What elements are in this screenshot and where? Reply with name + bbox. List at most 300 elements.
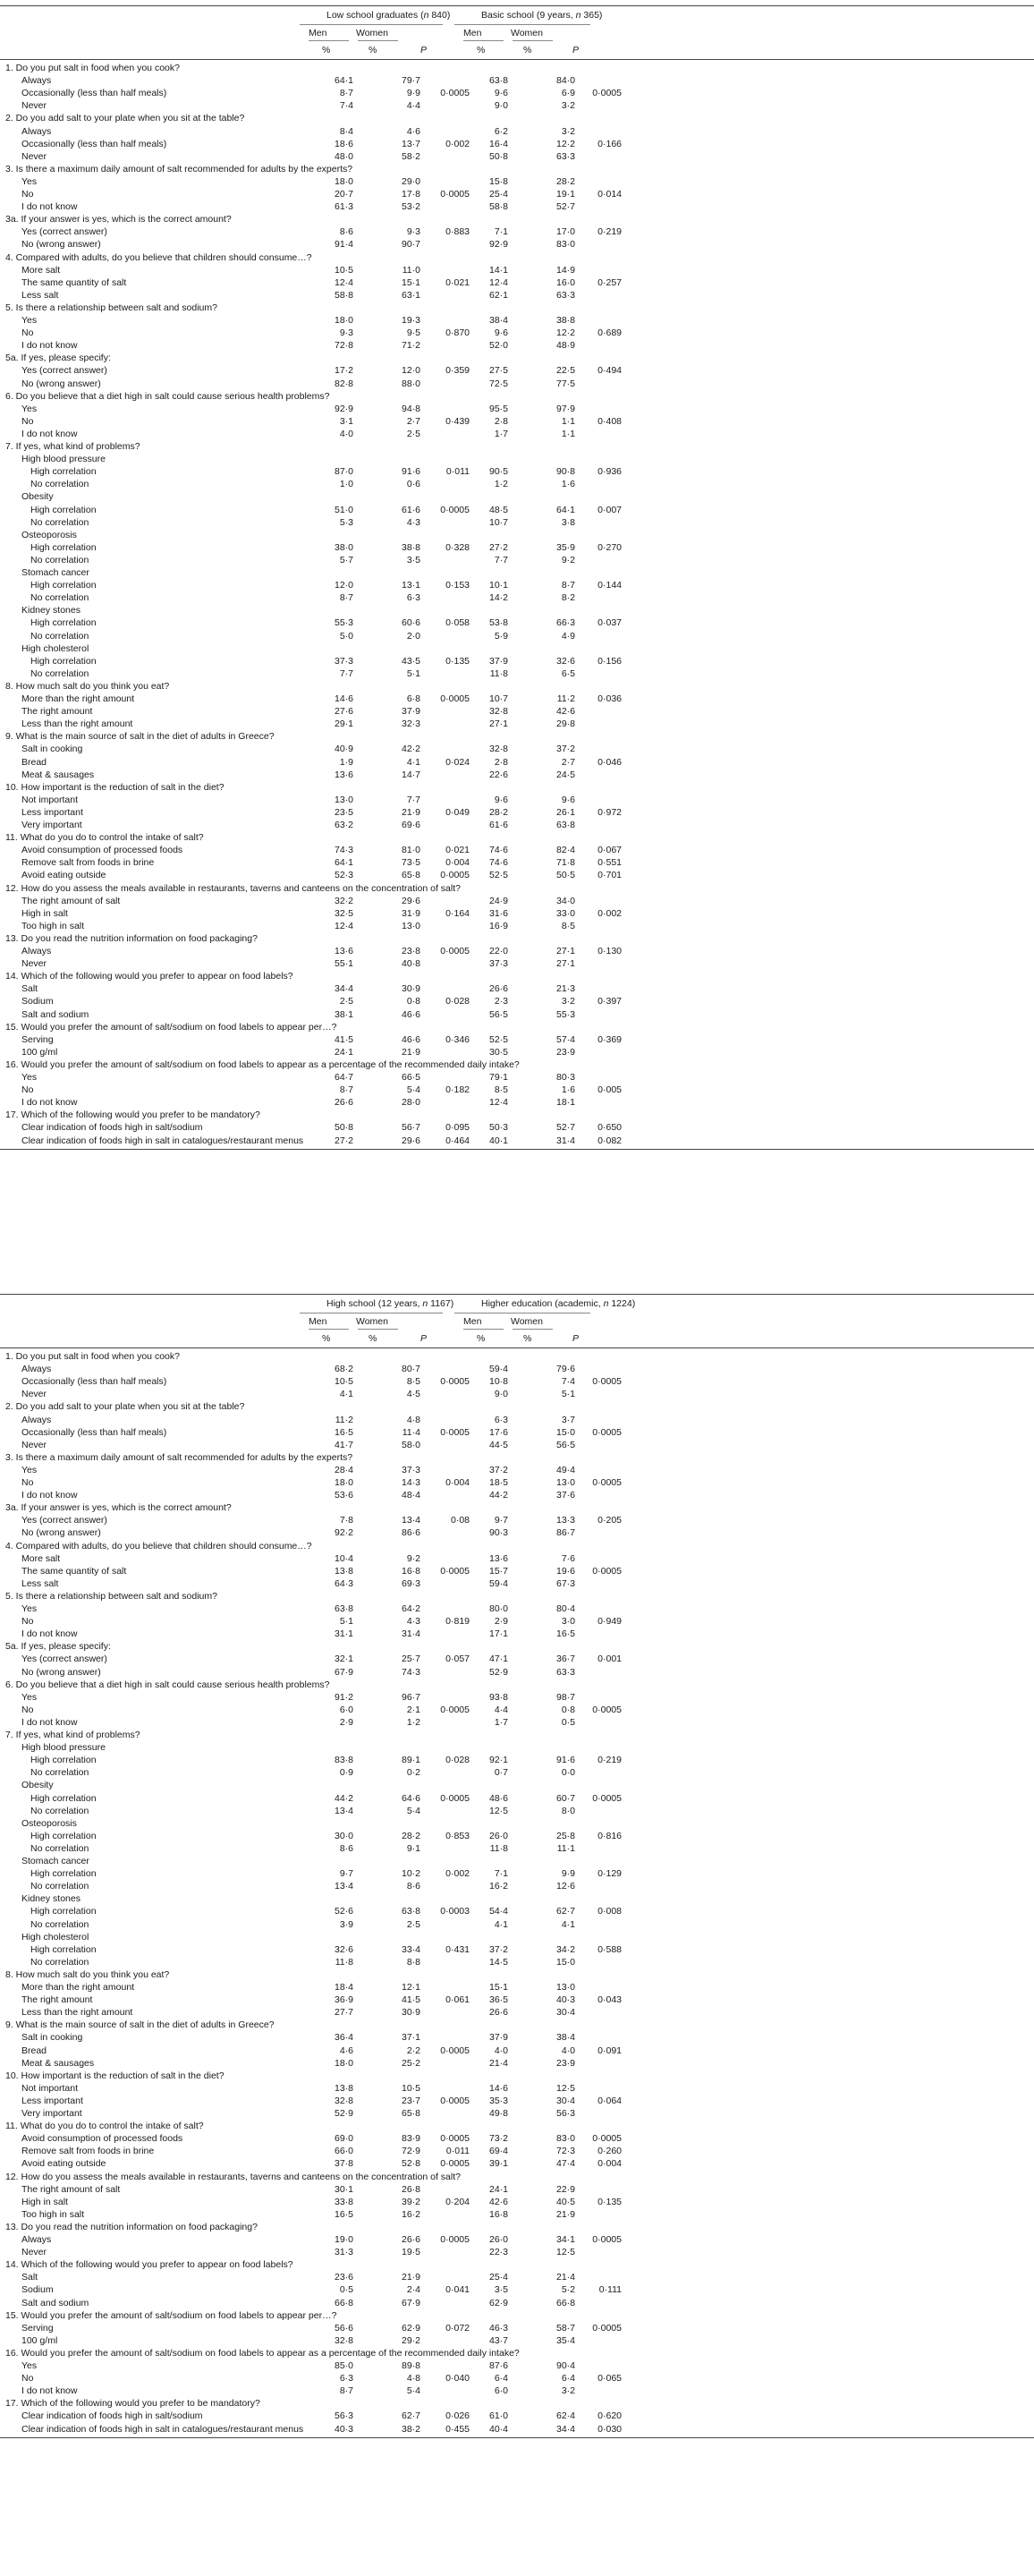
table-row	[0, 352, 1034, 364]
question-label: 7. If yes, what kind of problems?	[5, 1730, 140, 1740]
percent-cell: 6·4	[494, 2373, 508, 2385]
p-value-cell: 0·205	[598, 1515, 622, 1526]
group-n-symbol: n	[423, 10, 429, 21]
percent-cell: 62·9	[401, 2322, 420, 2334]
percent-cell: 10·8	[488, 1376, 508, 1388]
percent-cell: 2·5	[339, 996, 353, 1007]
answer-label: High correlation	[30, 617, 97, 629]
percent-cell: 79·6	[555, 1364, 575, 1375]
answer-label: No correlation	[30, 630, 89, 642]
percent-cell: 3·0	[561, 1616, 575, 1628]
table-row	[0, 2095, 1034, 2107]
percent-cell: 20·7	[334, 189, 353, 200]
percent-cell: 4·3	[406, 1616, 420, 1628]
question-label: 14. Which of the following would you prefer to appear on food labels?	[5, 2259, 293, 2271]
p-value-cell: 0·257	[598, 276, 622, 288]
table-row	[0, 1729, 1034, 1741]
percent-cell: 6·4	[561, 2373, 575, 2385]
percent-cell: 18·0	[334, 175, 353, 187]
percent-cell: 13·0	[555, 1982, 575, 1993]
table-row	[0, 1109, 1034, 1121]
table-row	[0, 1741, 1034, 1754]
answer-label: Obesity	[21, 1780, 54, 1791]
percent-cell: 48·4	[401, 1490, 420, 1501]
percent-cell: 37·9	[488, 2032, 508, 2044]
answer-label: The right amount of salt	[21, 895, 121, 906]
group-n-symbol: n	[603, 1298, 609, 1309]
table-row	[0, 2385, 1034, 2397]
answer-label: No (wrong answer)	[21, 1666, 101, 1678]
percent-cell: 4·4	[406, 100, 420, 112]
table-row	[0, 1691, 1034, 1704]
answer-label: Avoid eating outside	[21, 2158, 106, 2170]
p-value-cell: 0·135	[445, 655, 470, 667]
percent-cell: 80·7	[401, 1364, 420, 1375]
percent-cell: 14·6	[488, 2082, 508, 2094]
question-label: 3. Is there a maximum daily amount of salt recommended for adults by the experts?	[5, 163, 353, 174]
percent-cell: 32·6	[555, 655, 575, 667]
answer-label: Less than the right amount	[21, 2007, 133, 2019]
percent-cell: 7·8	[339, 1515, 353, 1526]
column-underline	[309, 40, 349, 41]
answer-label: Never	[21, 100, 47, 112]
percent-cell: 37·9	[488, 655, 508, 667]
percent-cell: 8·7	[339, 88, 353, 99]
p-value-cell: 0·040	[445, 2373, 470, 2385]
percent-cell: 9·0	[494, 100, 508, 112]
percent-cell: 1·2	[494, 479, 508, 490]
percent-cell: 29·2	[401, 2334, 420, 2346]
percent-cell: 0·5	[561, 1716, 575, 1728]
p-value-cell: 0·129	[598, 1868, 622, 1880]
percent-cell: 66·5	[401, 1072, 420, 1083]
percent-cell: 55·3	[555, 1008, 575, 1020]
percent-cell: 1·7	[494, 428, 508, 439]
table-row	[0, 327, 1034, 339]
answer-label: No (wrong answer)	[21, 378, 101, 389]
answer-label: No correlation	[30, 1918, 89, 1930]
percent-cell: 64·1	[555, 504, 575, 515]
percent-cell: 64·3	[334, 1577, 353, 1589]
percent-cell: 25·4	[488, 2272, 508, 2283]
table-row	[0, 2258, 1034, 2271]
p-value-cell: 0·0005	[440, 1704, 470, 1715]
table-bottom-rule	[0, 2437, 1034, 2438]
answer-label: 100 g/ml	[21, 1046, 58, 1058]
p-value-cell: 0·0003	[440, 1906, 470, 1917]
percent-cell: 65·8	[401, 2108, 420, 2119]
table-row	[0, 1968, 1034, 1981]
table-row	[0, 1363, 1034, 1375]
percent-cell: 5·1	[406, 667, 420, 679]
question-label: 5a. If yes, please specify:	[5, 1641, 111, 1653]
answer-label: Always	[21, 2234, 52, 2245]
percent-cell: 48·9	[555, 340, 575, 352]
percent-cell: 32·8	[488, 744, 508, 755]
percent-cell: 31·4	[401, 1628, 420, 1640]
table-row	[0, 175, 1034, 188]
percent-cell: 41·7	[334, 1439, 353, 1450]
percent-cell: 22·9	[555, 2183, 575, 2195]
p-value-cell: 0·004	[445, 1477, 470, 1488]
unit-header: P	[572, 1333, 580, 1344]
p-value-cell: 0·037	[598, 617, 622, 629]
percent-cell: 6·9	[561, 88, 575, 99]
percent-cell: 42·6	[488, 2196, 508, 2207]
percent-cell: 7·6	[561, 1552, 575, 1564]
percent-cell: 1·6	[561, 479, 575, 490]
percent-cell: 7·1	[494, 226, 508, 238]
p-value-cell: 0·058	[445, 617, 470, 629]
percent-cell: 3·2	[561, 100, 575, 112]
table-row	[0, 2006, 1034, 2019]
table-row	[0, 1476, 1034, 1489]
percent-cell: 52·5	[488, 1033, 508, 1045]
answer-label: I do not know	[21, 1490, 78, 1501]
percent-cell: 86·7	[555, 1527, 575, 1539]
percent-cell: 32·8	[488, 706, 508, 718]
table-row	[0, 730, 1034, 743]
percent-cell: 13·4	[334, 1805, 353, 1816]
answer-label: The same quantity of salt	[21, 276, 127, 288]
answer-label: 100 g/ml	[21, 2334, 58, 2346]
unit-header: %	[523, 45, 532, 55]
table-row	[0, 1464, 1034, 1476]
percent-cell: 12·6	[555, 1881, 575, 1892]
group-n-symbol: n	[575, 10, 581, 21]
percent-cell: 11·8	[489, 1842, 508, 1854]
percent-cell: 22·3	[488, 2247, 508, 2258]
p-value-cell: 0·001	[598, 1654, 622, 1665]
percent-cell: 21·4	[555, 2272, 575, 2283]
percent-cell: 63·3	[555, 150, 575, 162]
percent-cell: 19·1	[555, 189, 575, 200]
table-row	[0, 1426, 1034, 1439]
column-header: Men	[463, 1316, 482, 1327]
percent-cell: 18·1	[555, 1097, 575, 1109]
percent-cell: 2·8	[494, 415, 508, 427]
question-label: 12. How do you assess the meals available in restaurants, taverns and canteens on the concentration of salt?	[5, 882, 461, 894]
percent-cell: 53·6	[334, 1490, 353, 1501]
p-value-cell: 0·024	[445, 756, 470, 768]
percent-cell: 4·0	[561, 2045, 575, 2056]
answer-label: Never	[21, 150, 47, 162]
table-row	[0, 781, 1034, 794]
answer-label: Stomach cancer	[21, 1856, 89, 1866]
percent-cell: 29·8	[555, 718, 575, 730]
percent-cell: 13·4	[334, 1881, 353, 1892]
table-row	[0, 1388, 1034, 1400]
percent-cell: 17·2	[334, 365, 353, 377]
percent-cell: 0·6	[406, 479, 420, 490]
percent-cell: 16·4	[488, 138, 508, 149]
table-row	[0, 718, 1034, 730]
percent-cell: 69·0	[334, 2133, 353, 2145]
question-label: 13. Do you read the nutrition information on food packaging?	[5, 932, 258, 944]
percent-cell: 66·0	[334, 2146, 353, 2157]
table-top-rule	[0, 1294, 1034, 1295]
percent-cell: 63·8	[401, 1906, 420, 1917]
group-title: Higher education (academic,	[481, 1298, 604, 1309]
percent-cell: 12·4	[334, 276, 353, 288]
percent-cell: 63·8	[488, 75, 508, 87]
percent-cell: 40·5	[555, 2196, 575, 2207]
answer-label: More salt	[21, 264, 61, 276]
answer-label: Avoid consumption of processed foods	[21, 845, 183, 856]
percent-cell: 79·7	[401, 75, 420, 87]
p-value-cell: 0·359	[445, 365, 470, 377]
percent-cell: 8·5	[406, 1376, 420, 1388]
question-label: 4. Compared with adults, do you believe that children should consume…?	[5, 1540, 312, 1552]
table-row	[0, 630, 1034, 642]
answer-label: Always	[21, 1364, 52, 1375]
percent-cell: 52·7	[555, 1122, 575, 1134]
percent-cell: 15·1	[401, 276, 420, 288]
percent-cell: 58·7	[555, 2322, 575, 2334]
percent-cell: 16·8	[488, 2208, 508, 2220]
percent-cell: 64·7	[334, 1072, 353, 1083]
percent-cell: 79·1	[488, 1072, 508, 1083]
percent-cell: 92·9	[488, 239, 508, 251]
percent-cell: 38·4	[555, 2032, 575, 2044]
table-row	[0, 112, 1034, 124]
table-row	[0, 1931, 1034, 1943]
percent-cell: 4·1	[339, 1389, 353, 1400]
percent-cell: 67·3	[555, 1577, 575, 1589]
percent-cell: 14·1	[488, 264, 508, 276]
percent-cell: 9·9	[406, 88, 420, 99]
percent-cell: 67·9	[334, 1666, 353, 1678]
answer-label: The right amount	[21, 1994, 93, 2006]
percent-cell: 28·2	[488, 806, 508, 818]
percent-cell: 0·2	[406, 1767, 420, 1779]
p-value-cell: 0·439	[445, 415, 470, 427]
percent-cell: 63·3	[555, 1666, 575, 1678]
p-value-cell: 0·0005	[440, 2133, 470, 2145]
percent-cell: 48·6	[488, 1792, 508, 1804]
p-value-cell: 0·650	[598, 1122, 622, 1134]
unit-header: P	[420, 1333, 428, 1344]
percent-cell: 80·0	[488, 1603, 508, 1614]
percent-cell: 17·6	[488, 1426, 508, 1438]
percent-cell: 50·5	[555, 870, 575, 881]
percent-cell: 62·1	[488, 289, 508, 301]
p-value-cell: 0·701	[598, 870, 622, 881]
answer-label: Clear indication of foods high in salt/sodium	[21, 1122, 203, 1134]
percent-cell: 2·2	[406, 2045, 420, 2056]
percent-cell: 2·7	[406, 415, 420, 427]
p-value-cell: 0·0005	[440, 693, 470, 704]
percent-cell: 85·0	[334, 2360, 353, 2371]
percent-cell: 63·8	[555, 820, 575, 830]
percent-cell: 52·9	[488, 1666, 508, 1678]
group-underline	[300, 1313, 443, 1314]
answer-label: Never	[21, 2247, 47, 2258]
percent-cell: 1·6	[561, 1084, 575, 1096]
percent-cell: 12·5	[555, 2247, 575, 2258]
percent-cell: 4·8	[406, 2373, 420, 2385]
table-row	[0, 1867, 1034, 1880]
percent-cell: 8·7	[339, 2385, 353, 2397]
group-header	[481, 10, 602, 21]
answer-label: Yes (correct answer)	[21, 365, 107, 377]
answer-label: No	[21, 1616, 34, 1628]
p-value-cell: 0·014	[598, 189, 622, 200]
percent-cell: 9·7	[494, 1515, 508, 1526]
percent-cell: 6·0	[494, 2385, 508, 2397]
percent-cell: 39·2	[401, 2196, 420, 2207]
percent-cell: 58·8	[334, 289, 353, 301]
table-row	[0, 882, 1034, 895]
question-label: 8. How much salt do you think you eat?	[5, 680, 170, 692]
p-value-cell: 0·0005	[440, 504, 470, 515]
percent-cell: 38·2	[401, 2423, 420, 2435]
unit-header: %	[523, 1333, 532, 1344]
percent-cell: 59·4	[488, 1364, 508, 1375]
table-row	[0, 2271, 1034, 2283]
answer-label: High cholesterol	[21, 1931, 89, 1943]
percent-cell: 8·6	[339, 1842, 353, 1854]
percent-cell: 63·8	[334, 1603, 353, 1614]
percent-cell: 3·2	[561, 996, 575, 1007]
percent-cell: 9·6	[561, 794, 575, 805]
percent-cell: 52·3	[334, 870, 353, 881]
table-row	[0, 2196, 1034, 2208]
percent-cell: 18·5	[488, 1477, 508, 1488]
percent-cell: 7·4	[561, 1376, 575, 1388]
table-row	[0, 251, 1034, 264]
percent-cell: 40·9	[334, 744, 353, 755]
percent-cell: 56·3	[555, 2108, 575, 2119]
answer-label: The right amount of salt	[21, 2183, 121, 2195]
answer-label: Always	[21, 75, 52, 87]
question-label: 2. Do you add salt to your plate when you sit at the table?	[5, 1401, 245, 1413]
percent-cell: 5·2	[561, 2284, 575, 2296]
percent-cell: 89·8	[401, 2360, 420, 2371]
answer-label: Occasionally (less than half meals)	[21, 88, 167, 99]
unit-header: P	[572, 45, 580, 55]
table-row	[0, 869, 1034, 881]
percent-cell: 21·9	[401, 2272, 420, 2283]
answer-label: Bread	[21, 2045, 47, 2056]
p-value-cell: 0·002	[598, 907, 622, 919]
answer-label: Salt and sodium	[21, 1008, 89, 1020]
percent-cell: 8·5	[561, 920, 575, 931]
table-row	[0, 490, 1034, 503]
answer-label: Clear indication of foods high in salt in catalogues/restaurant menus	[21, 1135, 304, 1146]
percent-cell: 47·1	[488, 1654, 508, 1665]
percent-cell: 12·2	[555, 327, 575, 339]
percent-cell: 22·5	[555, 365, 575, 377]
column-underline	[463, 1329, 504, 1330]
p-value-cell: 0·153	[445, 580, 470, 591]
table-row	[0, 2082, 1034, 2095]
table-row	[0, 74, 1034, 87]
p-value-cell: 0·464	[445, 1135, 470, 1146]
percent-cell: 0·8	[561, 1704, 575, 1715]
percent-cell: 46·6	[401, 1033, 420, 1045]
percent-cell: 87·0	[334, 466, 353, 478]
percent-cell: 21·3	[555, 983, 575, 995]
percent-cell: 5·4	[406, 2385, 420, 2397]
percent-cell: 26·6	[334, 1097, 353, 1109]
percent-cell: 26·6	[488, 983, 508, 995]
percent-cell: 25·2	[401, 2057, 420, 2069]
percent-cell: 10·5	[334, 264, 353, 276]
question-label: 5a. If yes, please specify:	[5, 353, 111, 364]
table-row	[0, 99, 1034, 112]
table-row	[0, 756, 1034, 769]
answer-label: Yes	[21, 403, 38, 414]
table-row	[0, 1603, 1034, 1615]
percent-cell: 83·0	[555, 2133, 575, 2145]
percent-cell: 11·0	[402, 264, 420, 276]
percent-cell: 86·6	[401, 1527, 420, 1539]
percent-cell: 38·8	[401, 541, 420, 553]
p-value-cell: 0·067	[598, 845, 622, 856]
table-row	[0, 2120, 1034, 2132]
answer-label: Serving	[21, 1033, 54, 1045]
percent-cell: 6·3	[406, 592, 420, 604]
percent-cell: 74·6	[488, 857, 508, 869]
table-row	[0, 1666, 1034, 1679]
table-row	[0, 541, 1034, 554]
percent-cell: 60·6	[401, 617, 420, 629]
percent-cell: 40·3	[555, 1994, 575, 2006]
percent-cell: 16·5	[334, 2208, 353, 2220]
percent-cell: 4·0	[494, 2045, 508, 2056]
percent-cell: 56·7	[401, 1122, 420, 1134]
p-value-cell: 0·346	[445, 1033, 470, 1045]
answer-label: Salt	[21, 983, 38, 995]
percent-cell: 37·1	[401, 2032, 420, 2044]
percent-cell: 26·0	[488, 1830, 508, 1841]
percent-cell: 24·9	[488, 895, 508, 906]
p-value-cell: 0·0005	[440, 2045, 470, 2056]
percent-cell: 13·8	[334, 2082, 353, 2094]
percent-cell: 48·0	[334, 150, 353, 162]
percent-cell: 16·5	[555, 1628, 575, 1640]
answer-label: Bread	[21, 756, 47, 768]
answer-label: No correlation	[30, 479, 89, 490]
percent-cell: 19·5	[401, 2247, 420, 2258]
percent-cell: 2·5	[406, 428, 420, 439]
answer-label: I do not know	[21, 1628, 78, 1640]
table-row	[0, 2208, 1034, 2221]
percent-cell: 66·8	[555, 2297, 575, 2308]
percent-cell: 34·2	[555, 1943, 575, 1955]
percent-cell: 84·0	[555, 75, 575, 87]
table-row	[0, 1084, 1034, 1096]
percent-cell: 91·6	[401, 466, 420, 478]
percent-cell: 38·8	[555, 315, 575, 326]
answer-label: Stomach cancer	[21, 567, 89, 578]
percent-cell: 30·4	[555, 2007, 575, 2019]
percent-cell: 6·2	[494, 125, 508, 137]
p-value-cell: 0·002	[445, 1868, 470, 1880]
group-underline	[454, 1313, 590, 1314]
table-row	[0, 2423, 1034, 2436]
percent-cell: 29·1	[334, 718, 353, 730]
table-row	[0, 1716, 1034, 1729]
percent-cell: 77·5	[555, 378, 575, 389]
answer-label: Less important	[21, 806, 83, 818]
percent-cell: 6·3	[494, 1414, 508, 1425]
p-value-cell: 0·0005	[440, 946, 470, 956]
p-value-cell: 0·004	[445, 857, 470, 869]
percent-cell: 1·0	[339, 479, 353, 490]
table-row	[0, 150, 1034, 163]
